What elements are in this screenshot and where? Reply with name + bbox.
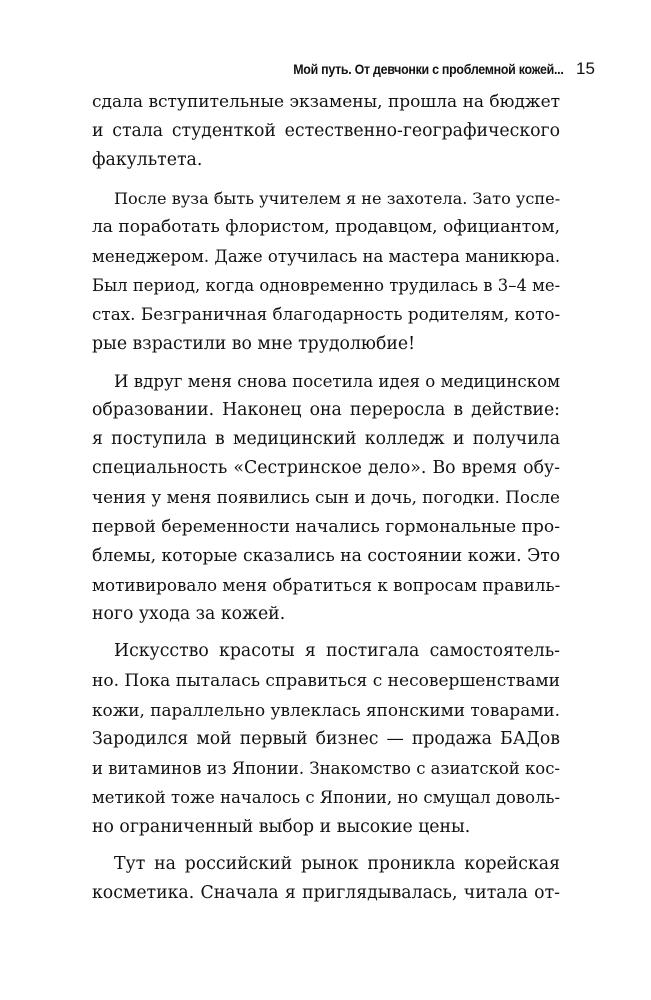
text-line: образовании. Наконец она переросла в действие: [92, 399, 560, 420]
text-line: но. Пока пыталась справиться с несовершенствами [92, 670, 561, 691]
paragraph-3 [92, 367, 560, 630]
text-line: я поступила в медицинский колледж и получила [92, 429, 560, 450]
text-line: Был период, когда одновременно трудилась в 3–4 ме- [92, 276, 561, 296]
text-line: менеджером. Даже отучилась на мастера маникюра. [92, 246, 561, 266]
text-line: специальность «Сестринское дело». Во время обу- [92, 458, 560, 479]
text-line: рые взрастили во мне трудолюбие! [92, 333, 416, 354]
text-line: чения у меня появились сын и дочь, погодки. После [92, 487, 560, 508]
text-line: факультета. [92, 150, 203, 171]
text-line: ла поработать флористом, продавцом, официантом, [92, 216, 560, 237]
text-line: кожи, параллельно увлеклась японскими товарами. [92, 699, 560, 720]
text-line: и витаминов из Японии. Знакомство с азиатской кос- [92, 759, 560, 779]
text-line: И вдруг меня снова посетила идея о медицинском [114, 371, 561, 391]
paragraph-1 [92, 88, 560, 176]
text-line: мотивировало меня обратиться к вопросам правиль- [92, 575, 561, 595]
running-head-title: Мой путь. От девчонки с проблемной кожей... [293, 62, 564, 77]
text-body [92, 88, 560, 916]
text-line: Искусство красоты я постигала самостоятель- [114, 641, 560, 662]
text-line: Зародился мой первый бизнес — продажа БАДов [92, 728, 560, 749]
text-line: сдала вступительные экзамены, прошла на бюджет [92, 92, 561, 112]
text-line: и стала студенткой естественно-географического [92, 121, 560, 142]
text-line: блемы, которые сказались на состоянии кожи. Это [92, 545, 561, 566]
page-number: 15 [576, 59, 595, 78]
text-line: После вуза быть учителем я не захотела. Зато успе- [114, 188, 561, 208]
text-line: первой беременности начались гормональные про- [92, 516, 560, 537]
text-line: Тут на российский рынок проникла корейская [114, 853, 560, 874]
paragraph-4 [92, 637, 560, 841]
text-line: ного ухода за кожей. [92, 604, 286, 625]
paragraph-2 [92, 184, 560, 359]
text-line: но ограниченный выбор и высокие цены. [92, 816, 471, 837]
text-line: стах. Безграничная благодарность родителям, кото- [92, 304, 561, 325]
text-line: метикой тоже началось с Японии, но смущал доволь- [92, 788, 561, 808]
paragraph-5 [92, 850, 560, 908]
text-line: косметика. Сначала я приглядывалась, читала от- [92, 882, 560, 903]
